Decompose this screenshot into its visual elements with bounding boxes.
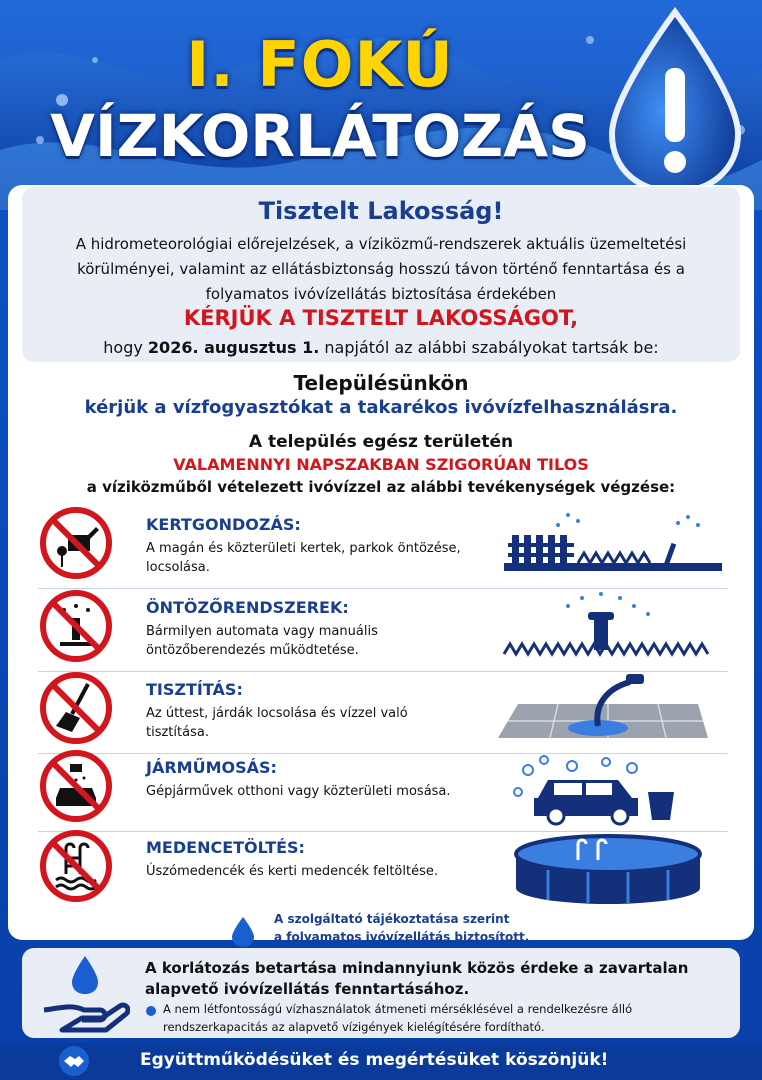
rule-row-pool-filling xyxy=(38,826,728,906)
request-heading: KÉRJÜK A TISZTELT LAKOSSÁGOT, xyxy=(183,306,579,330)
garden-fence-sprinkler-icon xyxy=(498,503,728,583)
rule-row-irrigation xyxy=(38,586,728,666)
no-broom-icon xyxy=(38,670,114,746)
title-line1: I. FOKÚ xyxy=(186,28,454,101)
bullet-icon xyxy=(145,1005,157,1017)
intro-text: A hidrometeorológiai előrejelzések, a víziközmű-rendszerek aktuális üzemeltetési körülményei, valamint az ellátásbiztonság hosszú távon történő fenntartása és a folyamatos ivóvízellátás biztosítása érdekében xyxy=(75,235,687,303)
settlement-title: Településünkön xyxy=(293,371,469,395)
greeting: Tisztelt Lakosság! xyxy=(258,197,504,225)
footer-bar xyxy=(0,1043,762,1080)
ban-line3: a víziközműből vételezett ivóvízzel az alábbi tevékenységek végzése: xyxy=(86,478,676,496)
effective-date-text: hogy 2026. augusztus 1. napjától az alábbi szabályokat tartsák be: xyxy=(103,338,659,357)
service-line2: a folyamatos ivóvízellátás biztosított. xyxy=(274,930,530,944)
rule-title: MEDENCETÖLTÉS: xyxy=(146,838,305,857)
rule-description: A magán és közterületi kertek, parkok öntözése, locsolása. xyxy=(146,541,461,575)
hand-water-drop-icon xyxy=(40,952,130,1036)
no-car-wash-icon xyxy=(38,748,114,824)
rule-row-gardening xyxy=(38,503,728,583)
footer-thanks: Együttműködésüket és megértésüket köszönjük! xyxy=(140,1050,609,1070)
rule-description: Úszómedencék és kerti medencék feltöltése. xyxy=(146,864,438,879)
effective-date: 2026. augusztus 1. xyxy=(147,338,320,357)
rule-description: Gépjárművek otthoni vagy közterületi mosása. xyxy=(146,784,451,799)
above-ground-pool-icon xyxy=(498,826,728,906)
ban-line1: A település egész területén xyxy=(248,432,514,452)
water-drop-icon xyxy=(230,916,256,948)
bottom-note-text: A nem létfontosságú vízhasználatok átmeneti mérséklésével a rendelkezésre álló rendszerkapacitás az alapvető vízigények kielégítésére fordítható. xyxy=(163,1002,633,1034)
title-line2: VÍZKORLÁTOZÁS xyxy=(50,102,590,170)
rule-description: Az úttest, járdák locsolása és vízzel való tisztítása. xyxy=(146,706,408,740)
bottom-main-text: A korlátozás betartása mindannyiunk közös érdeke a zavartalan alapvető ivóvízellátás fenntartásához. xyxy=(145,959,689,998)
no-sprinkler-icon xyxy=(38,588,114,664)
no-pool-icon xyxy=(38,828,114,904)
rule-title: KERTGONDOZÁS: xyxy=(146,515,301,534)
rule-title: TISZTÍTÁS: xyxy=(146,680,243,699)
settlement-text: kérjük a vízfogyasztókat a takarékos ivóvízfelhasználásra. xyxy=(84,397,678,418)
ban-line2: VALAMENNYI NAPSZAKBAN SZIGORÚAN TILOS xyxy=(173,455,589,474)
handshake-icon xyxy=(58,1045,90,1077)
rule-title: ÖNTÖZŐRENDSZEREK: xyxy=(146,598,349,617)
warning-water-drop-icon xyxy=(600,6,750,196)
pavement-hose-icon xyxy=(498,668,728,748)
rule-row-cleaning xyxy=(38,668,728,748)
car-bucket-icon xyxy=(498,746,728,826)
rule-row-car-wash xyxy=(38,746,728,826)
irrigation-sprinkler-icon xyxy=(498,586,728,666)
rule-description: Bármilyen automata vagy manuális öntözőberendezés működtetése. xyxy=(146,624,378,658)
service-line1: A szolgáltató tájékoztatása szerint xyxy=(274,912,510,926)
rule-title: JÁRMŰMOSÁS: xyxy=(146,758,277,777)
no-watering-can-icon xyxy=(38,505,114,581)
